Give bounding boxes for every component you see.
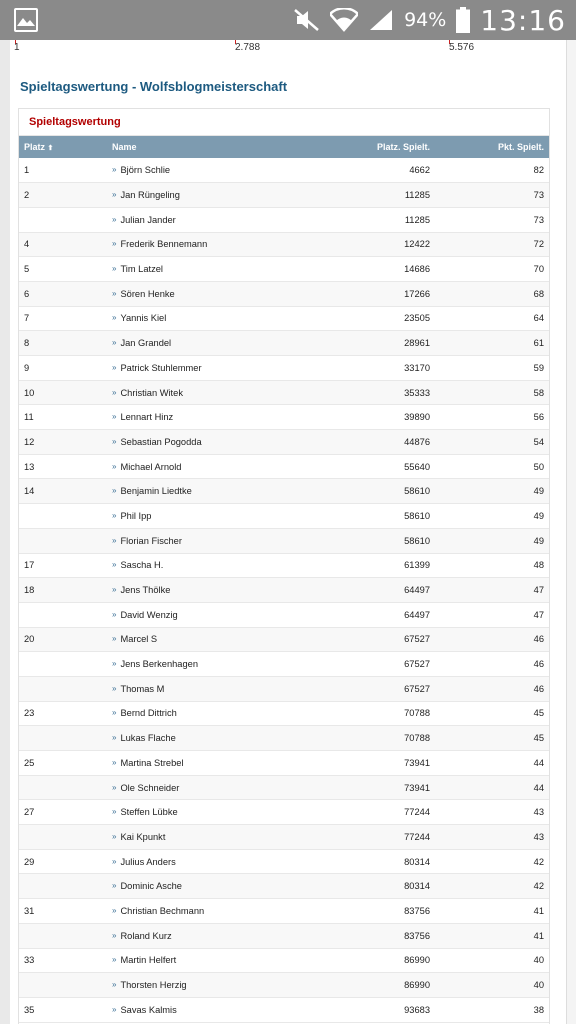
points-cell: 68 xyxy=(533,288,544,299)
points-cell: 58 xyxy=(533,387,544,398)
rank-cell xyxy=(19,923,107,948)
rank-cell: 1 xyxy=(24,165,30,176)
rank-cell: 17 xyxy=(24,560,35,571)
rank-cell: 6 xyxy=(24,288,30,299)
player-name-cell[interactable] xyxy=(107,232,307,257)
player-name-link[interactable]: Patrick Stuhlemmer xyxy=(120,362,202,373)
points-cell: 70 xyxy=(533,264,544,275)
web-page xyxy=(10,40,566,1024)
points-cell: 45 xyxy=(533,708,544,719)
points-cell: 64 xyxy=(533,313,544,324)
player-name-cell[interactable] xyxy=(107,504,307,529)
table-row xyxy=(19,874,549,899)
place-cell: 17266 xyxy=(404,288,430,299)
points-cell: 46 xyxy=(533,683,544,694)
player-name-cell[interactable] xyxy=(107,207,307,232)
points-cell: 41 xyxy=(533,905,544,916)
rank-cell xyxy=(19,602,107,627)
rank-cell: 25 xyxy=(24,757,35,768)
rank-cell: 9 xyxy=(24,362,30,373)
signal-icon xyxy=(368,8,394,32)
table-row xyxy=(19,602,549,627)
place-cell: 73941 xyxy=(404,757,430,768)
table-row xyxy=(19,281,549,306)
table-row xyxy=(19,380,549,405)
axis-label: 2.788 xyxy=(235,42,261,53)
chevron-right-icon: » xyxy=(112,634,117,644)
android-status-bar xyxy=(0,0,576,40)
player-name-cell[interactable] xyxy=(107,652,307,677)
player-name-cell[interactable] xyxy=(107,899,307,924)
player-name-cell[interactable] xyxy=(107,825,307,850)
table-row xyxy=(19,800,549,825)
table-row xyxy=(19,306,549,331)
place-cell: 28961 xyxy=(404,338,430,349)
points-cell: 47 xyxy=(533,609,544,620)
player-name-cell[interactable] xyxy=(107,405,307,430)
chevron-right-icon: » xyxy=(112,708,117,718)
place-cell: 61399 xyxy=(404,560,430,571)
rank-cell: 7 xyxy=(24,313,30,324)
points-cell: 73 xyxy=(533,214,544,225)
points-cell: 82 xyxy=(533,165,544,176)
points-cell: 72 xyxy=(533,239,544,250)
place-cell: 73941 xyxy=(404,782,430,793)
chevron-right-icon: » xyxy=(112,905,117,915)
place-cell: 44876 xyxy=(404,436,430,447)
page-heading: Spieltagswertung - Wolfsblogmeisterschaft xyxy=(20,79,288,94)
player-name-cell[interactable] xyxy=(107,380,307,405)
table-row xyxy=(19,775,549,800)
place-cell: 86990 xyxy=(404,955,430,966)
chevron-right-icon: » xyxy=(112,609,117,619)
place-cell: 77244 xyxy=(404,807,430,818)
chevron-right-icon: » xyxy=(112,733,117,743)
chevron-right-icon: » xyxy=(112,239,117,249)
place-cell: 23505 xyxy=(404,313,430,324)
points-cell: 49 xyxy=(533,486,544,497)
player-name-cell[interactable] xyxy=(107,751,307,776)
player-name-link[interactable]: Bernd Dittrich xyxy=(120,708,177,719)
player-name-cell[interactable] xyxy=(107,553,307,578)
player-name-link[interactable]: Jens Berkenhagen xyxy=(120,659,198,670)
points-cell: 54 xyxy=(533,436,544,447)
chevron-right-icon: » xyxy=(112,659,117,669)
table-row xyxy=(19,652,549,677)
player-name-cell[interactable] xyxy=(107,281,307,306)
place-cell: 67527 xyxy=(404,683,430,694)
points-cell: 47 xyxy=(533,585,544,596)
rank-cell xyxy=(19,874,107,899)
place-cell: 33170 xyxy=(404,362,430,373)
place-cell: 14686 xyxy=(404,264,430,275)
table-row xyxy=(19,899,549,924)
table-row xyxy=(19,726,549,751)
chevron-right-icon: » xyxy=(112,288,117,298)
points-cell: 44 xyxy=(533,782,544,793)
table-row xyxy=(19,578,549,603)
place-cell: 64497 xyxy=(404,585,430,596)
panel-title: Spieltagswertung xyxy=(19,109,549,136)
table-row xyxy=(19,183,549,208)
points-cell: 49 xyxy=(533,535,544,546)
player-name-link[interactable]: Martina Strebel xyxy=(120,757,184,768)
axis-label: 5.576 xyxy=(449,42,475,53)
player-name-link[interactable]: Florian Fischer xyxy=(120,535,182,546)
table-row xyxy=(19,430,549,455)
player-name-link[interactable]: Sören Henke xyxy=(120,288,175,299)
player-name-link[interactable]: Christian Witek xyxy=(120,387,183,398)
player-name-cell[interactable] xyxy=(107,356,307,381)
place-cell: 70788 xyxy=(404,708,430,719)
player-name-link[interactable]: Julius Anders xyxy=(120,856,176,867)
chevron-right-icon: » xyxy=(112,856,117,866)
chevron-right-icon: » xyxy=(112,165,117,175)
player-name-link[interactable]: Lennart Hinz xyxy=(120,412,174,423)
player-name-cell[interactable] xyxy=(107,158,307,183)
table-row xyxy=(19,504,549,529)
player-name-link[interactable]: Dominic Asche xyxy=(120,881,182,892)
points-cell: 43 xyxy=(533,831,544,842)
player-name-cell[interactable] xyxy=(107,479,307,504)
player-name-link[interactable]: Thorsten Herzig xyxy=(120,980,187,991)
player-name-cell[interactable] xyxy=(107,454,307,479)
player-name-cell[interactable] xyxy=(107,800,307,825)
table-row xyxy=(19,701,549,726)
chevron-right-icon: » xyxy=(112,214,117,224)
points-cell: 44 xyxy=(533,757,544,768)
chevron-right-icon: » xyxy=(112,807,117,817)
table-row xyxy=(19,849,549,874)
player-name-cell[interactable] xyxy=(107,849,307,874)
chevron-right-icon: » xyxy=(112,338,117,348)
points-cell: 49 xyxy=(533,510,544,521)
player-name-link[interactable]: Marcel S xyxy=(120,634,158,645)
player-name-link[interactable]: Benjamin Liedtke xyxy=(120,486,192,497)
chevron-right-icon: » xyxy=(112,362,117,372)
adjacent-page-edge xyxy=(566,40,576,1024)
chevron-right-icon: » xyxy=(112,930,117,940)
place-cell: 39890 xyxy=(404,412,430,423)
points-cell: 59 xyxy=(533,362,544,373)
player-name-link[interactable]: Roland Kurz xyxy=(120,930,172,941)
place-cell: 11285 xyxy=(404,190,430,201)
chevron-right-icon: » xyxy=(112,510,117,520)
player-name-link[interactable]: Yannis Kiel xyxy=(120,313,167,324)
gallery-icon xyxy=(14,8,38,32)
place-cell: 67527 xyxy=(404,659,430,670)
place-cell: 86990 xyxy=(404,980,430,991)
rank-cell xyxy=(19,528,107,553)
place-cell: 55640 xyxy=(404,461,430,472)
chevron-right-icon: » xyxy=(112,535,117,545)
player-name-cell[interactable] xyxy=(107,257,307,282)
place-cell: 58610 xyxy=(404,486,430,497)
player-name-cell[interactable] xyxy=(107,306,307,331)
chevron-right-icon: » xyxy=(112,782,117,792)
place-cell: 35333 xyxy=(404,387,430,398)
points-cell: 38 xyxy=(533,1004,544,1015)
chevron-right-icon: » xyxy=(112,190,117,200)
player-name-link[interactable]: Lukas Flache xyxy=(120,733,176,744)
table-row xyxy=(19,923,549,948)
points-cell: 48 xyxy=(533,560,544,571)
chevron-right-icon: » xyxy=(112,264,117,274)
table-row xyxy=(19,973,549,998)
rank-cell: 5 xyxy=(24,264,30,275)
points-cell: 46 xyxy=(533,659,544,670)
clock: 13:16 xyxy=(480,3,566,37)
points-cell: 41 xyxy=(533,930,544,941)
rank-cell: 18 xyxy=(24,585,35,596)
chart-axis-fragment xyxy=(10,40,566,62)
table-row xyxy=(19,751,549,776)
col-header-points[interactable]: Pkt. Spielt. xyxy=(497,142,544,152)
points-cell: 45 xyxy=(533,733,544,744)
player-name-cell[interactable] xyxy=(107,602,307,627)
standings-panel xyxy=(18,108,550,1024)
table-row xyxy=(19,627,549,652)
col-header-rank[interactable]: Platz ⬆ xyxy=(24,142,54,152)
table-row xyxy=(19,479,549,504)
player-name-link[interactable]: Jan Rüngeling xyxy=(120,190,180,201)
table-row xyxy=(19,676,549,701)
points-cell: 73 xyxy=(533,190,544,201)
player-name-cell[interactable] xyxy=(107,331,307,356)
table-header-row xyxy=(19,136,549,158)
place-cell: 12422 xyxy=(404,239,430,250)
player-name-link[interactable]: Björn Schlie xyxy=(120,165,171,176)
col-header-name[interactable]: Name xyxy=(112,142,137,152)
chevron-right-icon: » xyxy=(112,757,117,767)
mute-icon xyxy=(294,8,320,32)
points-cell: 43 xyxy=(533,807,544,818)
rank-cell xyxy=(19,207,107,232)
player-name-cell[interactable] xyxy=(107,997,307,1022)
chevron-right-icon: » xyxy=(112,560,117,570)
rank-cell xyxy=(19,652,107,677)
rank-cell: 31 xyxy=(24,905,35,916)
table-row xyxy=(19,232,549,257)
player-name-cell[interactable] xyxy=(107,430,307,455)
player-name-link[interactable]: Ole Schneider xyxy=(120,782,180,793)
rank-cell xyxy=(19,726,107,751)
points-cell: 40 xyxy=(533,955,544,966)
player-name-cell[interactable] xyxy=(107,874,307,899)
rank-cell: 27 xyxy=(24,807,35,818)
table-row xyxy=(19,356,549,381)
table-row xyxy=(19,158,549,183)
rank-cell: 33 xyxy=(24,955,35,966)
chevron-right-icon: » xyxy=(112,683,117,693)
battery-icon xyxy=(456,7,470,33)
place-cell: 83756 xyxy=(404,905,430,916)
place-cell: 4662 xyxy=(409,165,430,176)
player-name-link[interactable]: Martin Helfert xyxy=(120,955,177,966)
chevron-right-icon: » xyxy=(112,387,117,397)
rank-cell xyxy=(19,825,107,850)
player-name-cell[interactable] xyxy=(107,923,307,948)
rank-cell: 2 xyxy=(24,190,30,201)
table-row xyxy=(19,405,549,430)
player-name-link[interactable]: Jan Grandel xyxy=(120,338,172,349)
axis-label: 1 xyxy=(14,42,20,53)
table-row xyxy=(19,207,549,232)
table-row xyxy=(19,553,549,578)
rank-cell xyxy=(19,775,107,800)
rank-cell: 13 xyxy=(24,461,35,472)
rank-cell: 8 xyxy=(24,338,30,349)
player-name-link[interactable]: Kai Kpunkt xyxy=(120,831,166,842)
player-name-cell[interactable] xyxy=(107,528,307,553)
points-cell: 50 xyxy=(533,461,544,472)
table-row xyxy=(19,331,549,356)
rank-cell: 35 xyxy=(24,1004,35,1015)
chevron-right-icon: » xyxy=(112,486,117,496)
place-cell: 80314 xyxy=(404,856,430,867)
player-name-link[interactable]: Savas Kalmis xyxy=(120,1004,177,1015)
place-cell: 64497 xyxy=(404,609,430,620)
table-row xyxy=(19,528,549,553)
table-row xyxy=(19,825,549,850)
chevron-right-icon: » xyxy=(112,436,117,446)
player-name-cell[interactable] xyxy=(107,726,307,751)
chevron-right-icon: » xyxy=(112,831,117,841)
player-name-cell[interactable] xyxy=(107,578,307,603)
player-name-link[interactable]: Michael Arnold xyxy=(120,461,182,472)
player-name-cell[interactable] xyxy=(107,627,307,652)
battery-percent: 94% xyxy=(404,9,447,31)
chevron-right-icon: » xyxy=(112,313,117,323)
place-cell: 77244 xyxy=(404,831,430,842)
place-cell: 80314 xyxy=(404,881,430,892)
chevron-right-icon: » xyxy=(112,955,117,965)
place-cell: 58610 xyxy=(404,510,430,521)
player-name-cell[interactable] xyxy=(107,701,307,726)
player-name-link[interactable]: Tim Latzel xyxy=(120,264,163,275)
player-name-link[interactable]: Steffen Lübke xyxy=(120,807,178,818)
player-name-cell[interactable] xyxy=(107,973,307,998)
player-name-link[interactable]: Sascha H. xyxy=(120,560,164,571)
place-cell: 83756 xyxy=(404,930,430,941)
col-header-place[interactable]: Platz. Spielt. xyxy=(376,142,430,152)
player-name-link[interactable]: Frederik Bennemann xyxy=(120,239,208,250)
table-row xyxy=(19,997,549,1022)
player-name-link[interactable]: Christian Bechmann xyxy=(120,905,205,916)
player-name-link[interactable]: Thomas M xyxy=(120,683,165,694)
chevron-right-icon: » xyxy=(112,412,117,422)
place-cell: 93683 xyxy=(404,1004,430,1015)
place-cell: 70788 xyxy=(404,733,430,744)
table-row xyxy=(19,948,549,973)
chevron-right-icon: » xyxy=(112,881,117,891)
player-name-cell[interactable] xyxy=(107,676,307,701)
chevron-right-icon: » xyxy=(112,461,117,471)
points-cell: 56 xyxy=(533,412,544,423)
place-cell: 58610 xyxy=(404,535,430,546)
rank-cell: 12 xyxy=(24,436,35,447)
player-name-cell[interactable] xyxy=(107,775,307,800)
player-name-link[interactable]: Phil Ipp xyxy=(120,510,152,521)
rank-cell xyxy=(19,504,107,529)
points-cell: 42 xyxy=(533,856,544,867)
player-name-link[interactable]: Jens Thölke xyxy=(120,585,171,596)
player-name-cell[interactable] xyxy=(107,948,307,973)
player-name-link[interactable]: Julian Jander xyxy=(120,214,176,225)
rank-cell xyxy=(19,973,107,998)
table-row xyxy=(19,454,549,479)
sort-arrow-icon: ⬆ xyxy=(47,145,54,152)
points-cell: 46 xyxy=(533,634,544,645)
rank-cell: 23 xyxy=(24,708,35,719)
points-cell: 61 xyxy=(533,338,544,349)
rank-cell: 11 xyxy=(24,412,34,423)
rank-cell: 4 xyxy=(24,239,30,250)
chevron-right-icon: » xyxy=(112,980,117,990)
player-name-cell[interactable] xyxy=(107,183,307,208)
rank-cell: 10 xyxy=(24,387,35,398)
points-cell: 40 xyxy=(533,980,544,991)
chevron-right-icon: » xyxy=(112,585,117,595)
player-name-link[interactable]: Sebastian Pogodda xyxy=(120,436,202,447)
place-cell: 67527 xyxy=(404,634,430,645)
chevron-right-icon: » xyxy=(112,1004,117,1014)
standings-table xyxy=(19,136,549,1023)
rank-cell xyxy=(19,676,107,701)
table-row xyxy=(19,257,549,282)
rank-cell: 14 xyxy=(24,486,35,497)
rank-cell: 20 xyxy=(24,634,35,645)
wifi-icon xyxy=(330,8,358,32)
player-name-link[interactable]: David Wenzig xyxy=(120,609,178,620)
place-cell: 11285 xyxy=(404,214,430,225)
rank-cell: 29 xyxy=(24,856,35,867)
points-cell: 42 xyxy=(533,881,544,892)
